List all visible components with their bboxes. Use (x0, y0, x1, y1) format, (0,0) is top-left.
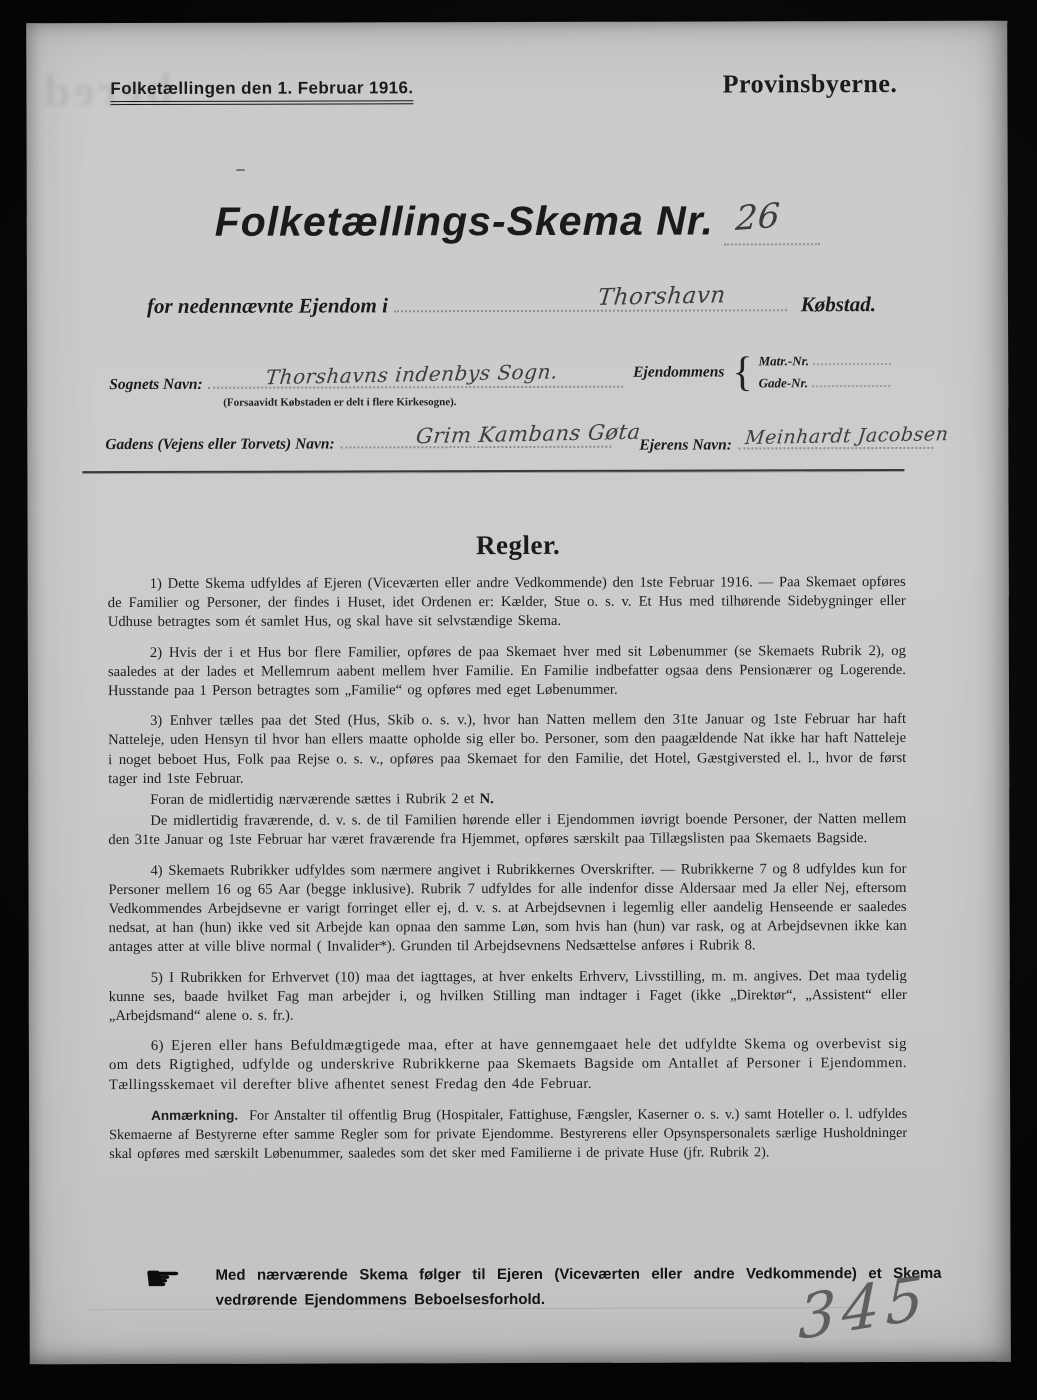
rule-paragraph-5: 5) I Rubrikken for Erhvervet (10) maa det iagttages, at hver enkelts Erhverv, Livsstilling, m. m. angives. Det maa tydelig kunne ses, baade hvilket Fag man arbejder i, og hvilken Stilling man indtager i Faget (ikke „Direktør“, „Assistent“ eller „Arbejdsmand“ alene o. s. fr.). (108, 967, 907, 1025)
rule-paragraph-3: 3) Enhver tælles paa det Sted (Hus, Skib o. s. v.), hvor han Natten mellem den 31te Januar og 1ste Februar har haft Natteleje, uden Hensyn til hvor han ellers maatte opholde sig eller bo. Personer, som den paagældende Nat ikke har haft Natteleje i noget beboet Hus, Folk paa Rejse o. s. v., opføres paa Skemaet for den Familie, det Hotel, Gæstgiversted el. l., hvor de først tager ind 1ste Februar. (108, 711, 907, 787)
pencil-number-handwritten: 345 (797, 1262, 930, 1355)
form-number-handwritten: 26 (734, 195, 782, 239)
property-location-row (146, 282, 877, 319)
owner-name-handwritten: Meinhardt Jacobsen (744, 423, 950, 450)
owner-name-line (738, 423, 950, 450)
parish-footnote: (Forsaavidt Købstaden er delt i flere Kirkesogne). (223, 396, 457, 409)
rules-heading: Regler. (475, 529, 561, 561)
census-date-header: Folketællingen den 1. Februar 1916. (110, 78, 413, 105)
parish-name-row (109, 359, 629, 394)
rule-paragraph-6: 6) Ejeren eller hans Befuldmægtigede maa, efter at have gennemgaaet hele det udfyldte Skema og overbevist sig om dets Rigtighed, udfylde og underskrive Rubrikkerne paa Skemaets Bagside om Antallet af Personer i Ejendommen. Tællingsskemaet vil derefter blive afhentet senest Fredag den 4de Februar. (108, 1036, 907, 1093)
street-number-row (759, 375, 892, 391)
remark-lead: Anmærkning. (151, 1107, 239, 1123)
form-number-line (724, 195, 820, 245)
town-name-handwritten: Thorshavn (596, 282, 728, 311)
street-name-row (105, 419, 642, 454)
property-numbers-block (633, 351, 891, 394)
matriculation-number-label: Matr.-Nr. (758, 353, 810, 369)
street-name-handwritten: Grim Kambans Gøta (414, 419, 642, 449)
rule-paragraph-1: 1) Dette Skema udfyldes af Ejeren (Viceværten eller andre Vedkommende) den 1ste Februar 1916. — Paa Skemaet opføres de Familier og Personer, der findes i Huset, idet Ordenen er: Kælder, Stue o. s. v. Et Hus med tilhørende Sidebygninger eller Udhuse betragtes som ét samlet Hus, og skal have sit selvstændige Skema. (107, 573, 906, 631)
stray-pen-mark: – (236, 160, 245, 178)
form-title-row (27, 197, 1008, 248)
street-name-label: Gadens (Vejens eller Torvets) Navn: (105, 435, 335, 454)
horizontal-divider (82, 469, 904, 473)
census-form-page (26, 21, 1011, 1365)
rule-paragraph-3b: De midlertidig fraværende, d. v. s. de til Familien hørende eller i Ejendommen iøvrigt boende Personer, der Natten mellem den 31te Januar og 1ste Februar har været fraværende fra Hjemmet, opføres særskilt paa Tillægslisten paa Skemaets Bagside. (108, 811, 907, 849)
street-number-line (812, 375, 890, 387)
property-location-label: for nedennævnte Ejendom i (146, 293, 388, 318)
bleed-through-ghost-text: bered (39, 62, 173, 117)
bold-n-mark: N. (479, 791, 494, 808)
brace-glyph: { (732, 349, 753, 396)
town-type-label: Købstad. (800, 292, 877, 317)
parish-name-label: Sognets Navn: (109, 375, 203, 394)
street-number-label: Gade-Nr. (758, 375, 809, 391)
parish-name-handwritten: Thorshavns indenbys Sogn. (265, 359, 560, 390)
rule-paragraph-4: 4) Skemaets Rubrikker udfyldes som nærmere angivet i Rubrikkernes Overskrifter. — Rubrikkerne 7 og 8 udfyldes kun for Personer mellem 16 og 65 Aar (begge inklusive). Rubrik 7 udfyldes for alle indenfor disse Aldersaar med Ja eller Nej, eftersom Vedkommendes Arbejdsevne er varigt forringet eller ej, d. v. s. at Arbejdsevnen i legemlig eller aandelig Henseende er saaledes nedsat, at han (hun) ikke ved sit Arbejde kan opnaa den samme Løn, som hvis han (hun) var rask, og at Arbejdsevnen ikke kan antages atter at ville blive normal ( Invalider*). Grunden til Arbejdsevnens Nedsættelse anføres i Rubrik 8. (108, 860, 907, 956)
street-name-line (341, 419, 642, 449)
pointing-hand-icon: ☛ (143, 1260, 182, 1298)
parish-name-line (209, 359, 624, 390)
remark-paragraph: Anmærkning. For Anstalter til offentlig Brug (Hospitaler, Fattighuse, Fængsler, Kaserner o. s. v.) samt Hoteller o. l. udfyldes Skemaerne af Bestyrerne efter samme Regler som for private Ejendomme. Bestyrerens eller Opsynspersonalets særlige Husholdninger skal opføres med særskilt Løbenummer, saaledes som det sker med Familierne i de private Huse (jfr. Rubrik 2). (109, 1105, 908, 1163)
matriculation-number-row (759, 353, 892, 369)
owner-name-row (639, 423, 950, 455)
rule-paragraph-3a: Foran de midlertidig nærværende sættes i Rubrik 2 et N. (150, 791, 494, 808)
region-header: Provinsbyerne. (722, 69, 898, 99)
enclosure-note: Med nærværende Skema følger til Ejeren (Viceværten eller andre Vedkommende) et Skema vedrørende Ejendommens Beboelsesforhold. (215, 1264, 942, 1309)
rules-text-block (108, 573, 908, 1176)
form-title: Folketællings-Skema Nr. (214, 197, 714, 245)
owner-name-label: Ejerens Navn: (639, 436, 732, 454)
matriculation-number-line (813, 353, 891, 365)
rule-paragraph-2: 2) Hvis der i et Hus bor flere Familier, opføres de paa Skemaet hver med sit Løbenummer (se Skemaets Rubrik 2), og saaledes at der lades et Mellemrum aabent mellem hver Familie. En Familie indbefatter ogsaa dens Pensionærer og Logerende. Husstande paa 1 Person betragtes som „Familie“ og opføres med eget Løbenummer. (107, 642, 906, 700)
property-location-line (394, 282, 787, 312)
property-numbers-label: Ejendommens (633, 363, 725, 381)
